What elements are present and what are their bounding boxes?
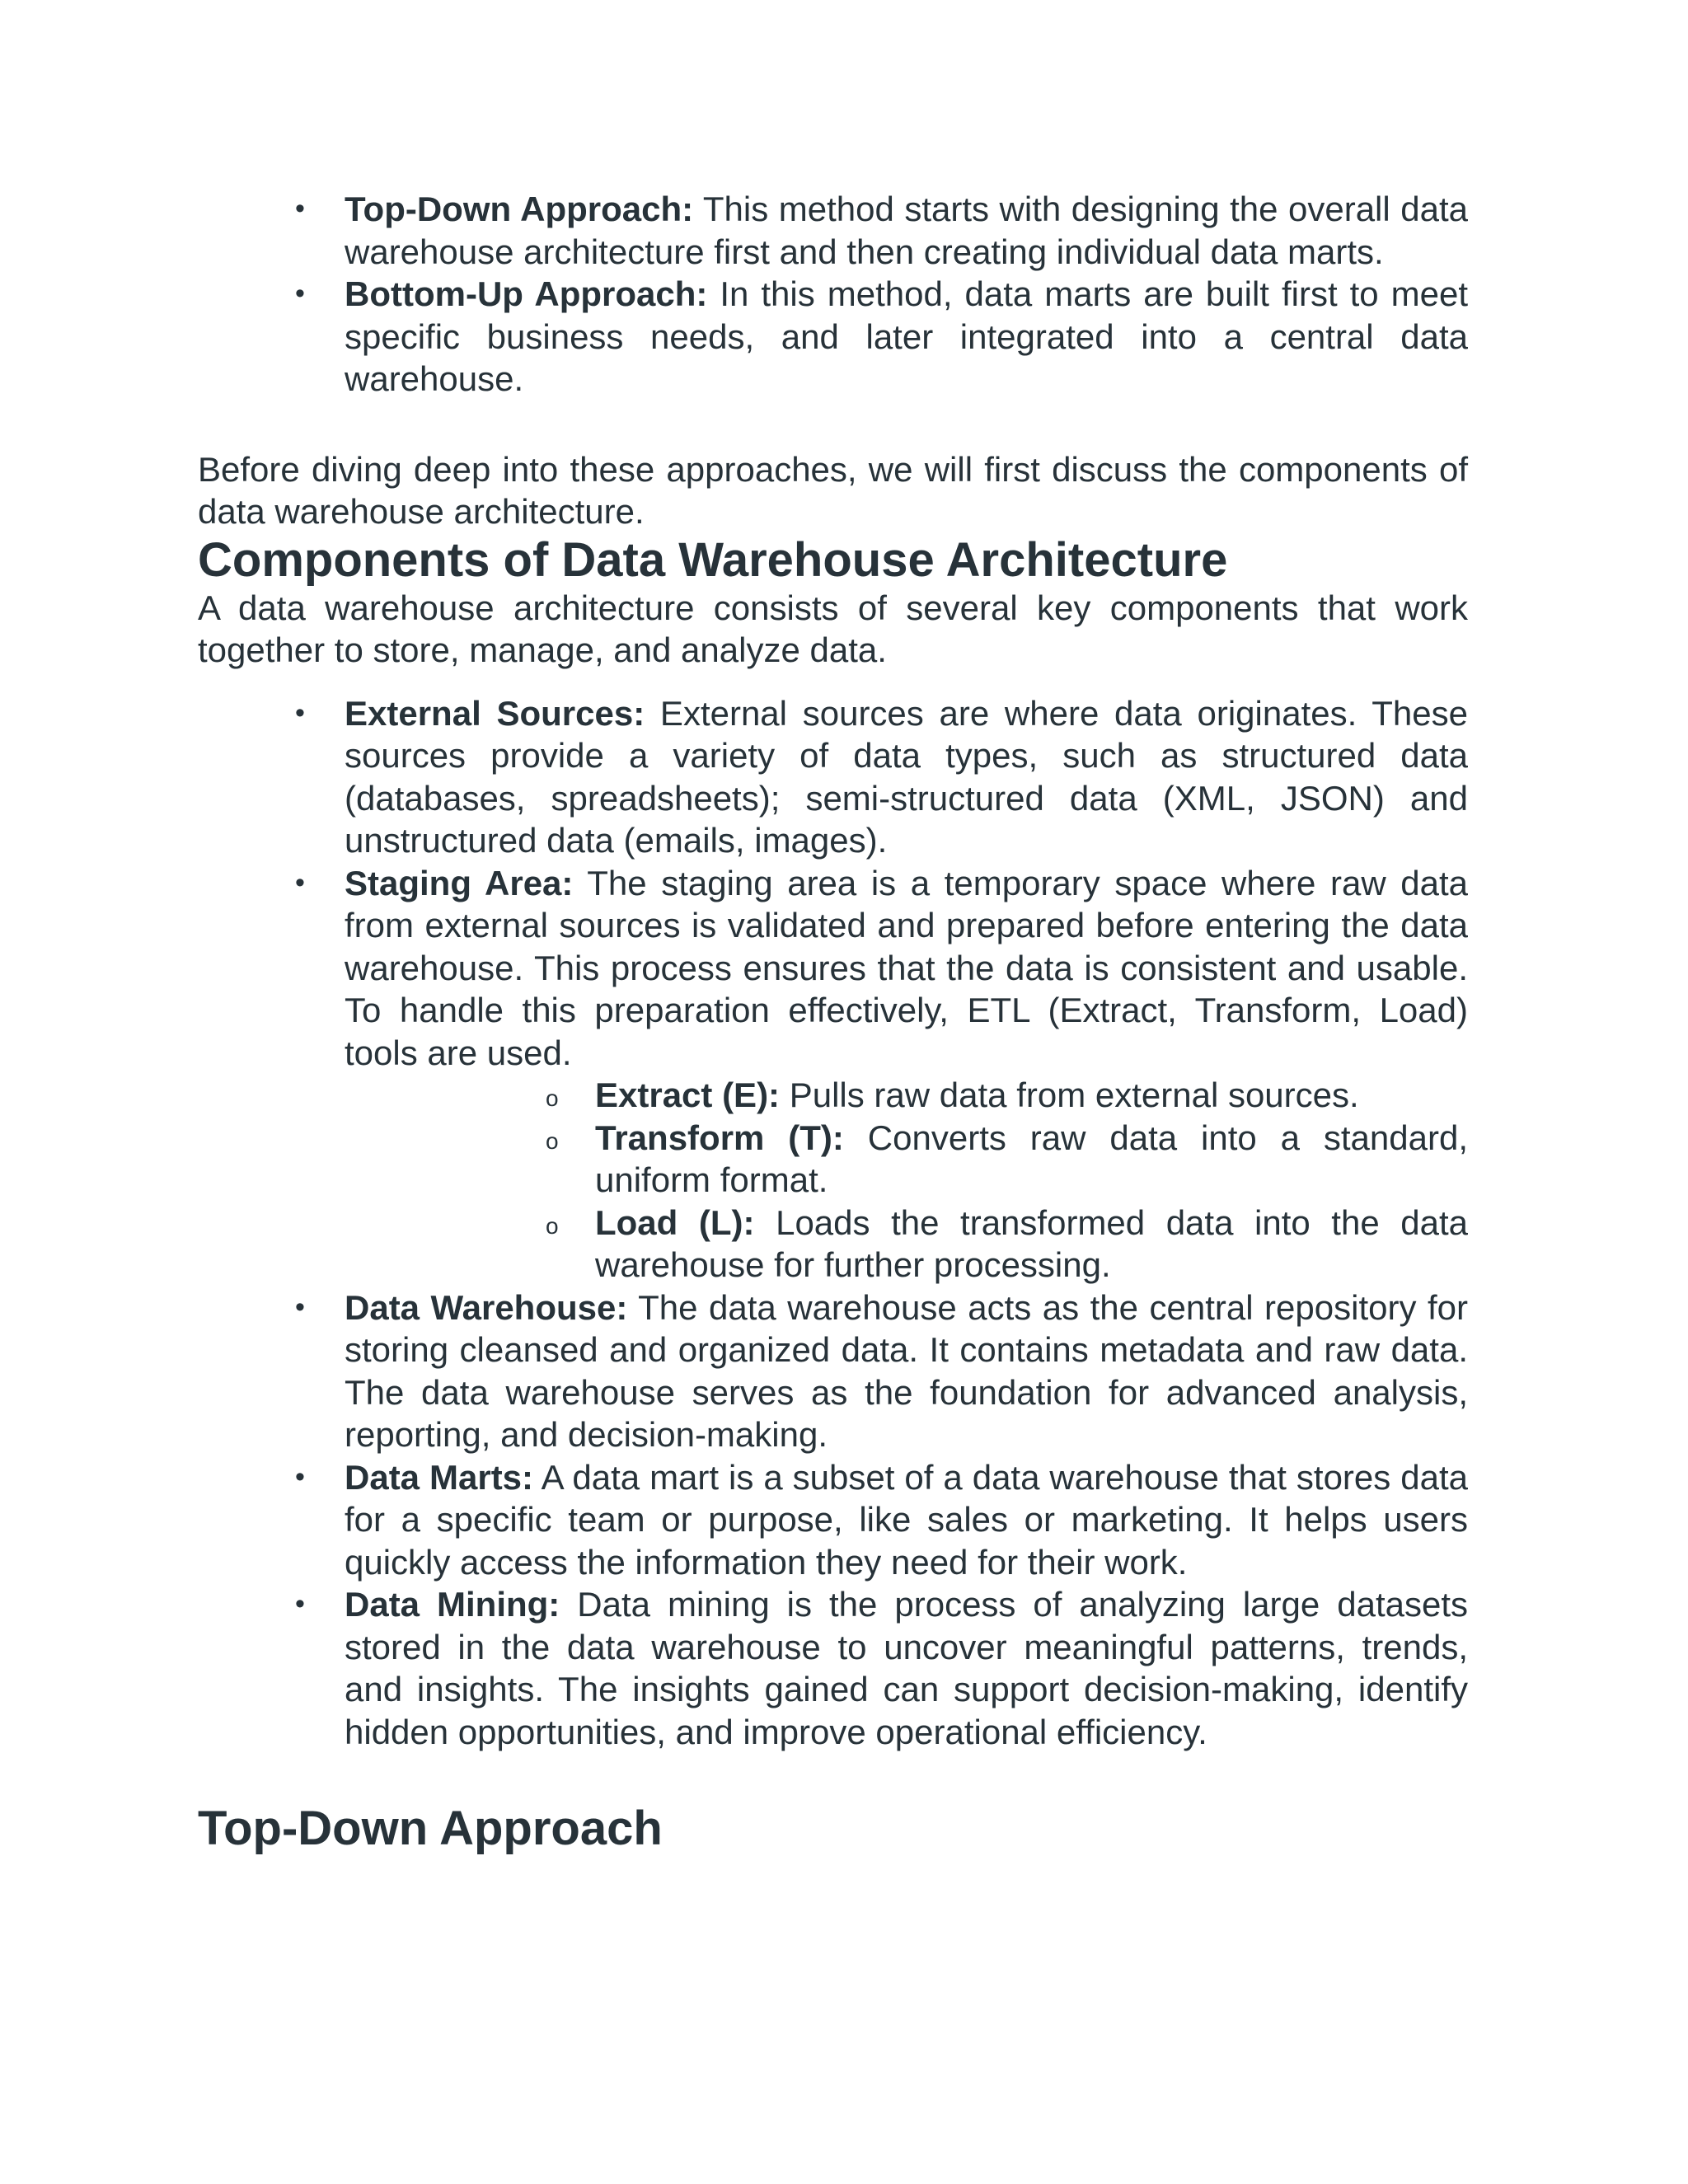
term-label: Load (L): (595, 1202, 755, 1242)
list-item-data-warehouse (295, 1286, 1468, 1456)
components-list (198, 692, 1468, 1754)
item-text: Loads the transformed data into the data warehouse for further processing. (595, 1202, 1468, 1284)
list-item-extract (546, 1074, 1468, 1117)
term-label: Extract (E): (595, 1076, 781, 1114)
term-label: Data Mining: (345, 1585, 560, 1624)
item-text: In this method, data marts are built first to meet specific business needs, and later integrated into a central data warehouse. (345, 274, 1468, 398)
item-text: Pulls raw data from external sources. (780, 1076, 1359, 1114)
term-label: Data Warehouse: (345, 1287, 628, 1327)
section-heading-top-down: Top-Down Approach (198, 1802, 663, 1855)
section-heading-components: Components of Data Warehouse Architecture (198, 532, 1228, 587)
bullet-icon: • (295, 193, 305, 224)
term-label: Data Marts: (345, 1457, 534, 1497)
item-text: Data mining is the process of analyzing large datasets stored in the data warehouse to uncover meaningful patterns, trends, and insights. The insights gained can support decision-making, identify hidden opportunities, and improve operational efficiency. (345, 1585, 1468, 1751)
bullet-icon: • (295, 278, 305, 309)
etl-steps-list (345, 1074, 1468, 1286)
list-item-data-mining (295, 1583, 1468, 1753)
list-item-staging-area (295, 862, 1469, 1286)
components-intro-paragraph: A data warehouse architecture consists of several key components that work together to store, manage, and analyze data. (198, 588, 1468, 669)
circle-bullet-icon: o (546, 1127, 559, 1154)
item-text: A data mart is a subset of a data warehouse that stores data for a specific team or purpose, like sales or marketing. It helps users quickly access the information they need for their work. (345, 1457, 1468, 1582)
document-page (198, 188, 1468, 1855)
term-label: Staging Area: (345, 863, 574, 902)
item-text: External sources are where data originates. These sources provide a variety of data types, such as structured data (databases, spreadsheets); semi-structured data (XML, JSON) and unstructured data (emails, images). (345, 693, 1468, 860)
bullet-icon: • (295, 1588, 305, 1619)
approaches-list (198, 188, 1468, 401)
list-item-data-marts (295, 1456, 1468, 1584)
bullet-icon: • (295, 1460, 305, 1493)
item-text: The data warehouse acts as the central repository for storing cleansed and organized data. It contains metadata and raw data. The data warehouse serves as the foundation for advanced analysis, reporting, and decision-making. (345, 1287, 1468, 1454)
list-item-bottom-up (295, 273, 1468, 401)
list-item-transform (546, 1117, 1468, 1202)
circle-bullet-icon: o (546, 1212, 559, 1239)
list-item-load (546, 1202, 1468, 1286)
bullet-icon: • (295, 696, 305, 729)
intro-paragraph: Before diving deep into these approaches, we will first discuss the components of data warehouse architecture. (198, 449, 1468, 531)
term-label: Transform (T): (595, 1118, 844, 1157)
item-text: The staging area is a temporary space where raw data from external sources is validated and prepared before entering the data warehouse. This process ensures that the data is consistent and usable. To handle this preparation effectively, ETL (Extract, Transform, Load) tools are used. (345, 863, 1469, 1072)
bullet-icon: • (295, 866, 305, 898)
list-item-top-down (295, 188, 1468, 273)
term-label: External Sources: (345, 693, 645, 733)
list-item-external-sources (295, 692, 1468, 862)
item-text: Converts raw data into a standard, uniform format. (595, 1118, 1468, 1199)
circle-bullet-icon: o (546, 1085, 559, 1111)
bullet-icon: • (295, 1291, 305, 1323)
term-label: Bottom-Up Approach: (345, 274, 708, 313)
item-text: This method starts with designing the overall data warehouse architecture first and then creating individual data marts. (345, 190, 1468, 271)
term-label: Top-Down Approach: (345, 190, 694, 228)
